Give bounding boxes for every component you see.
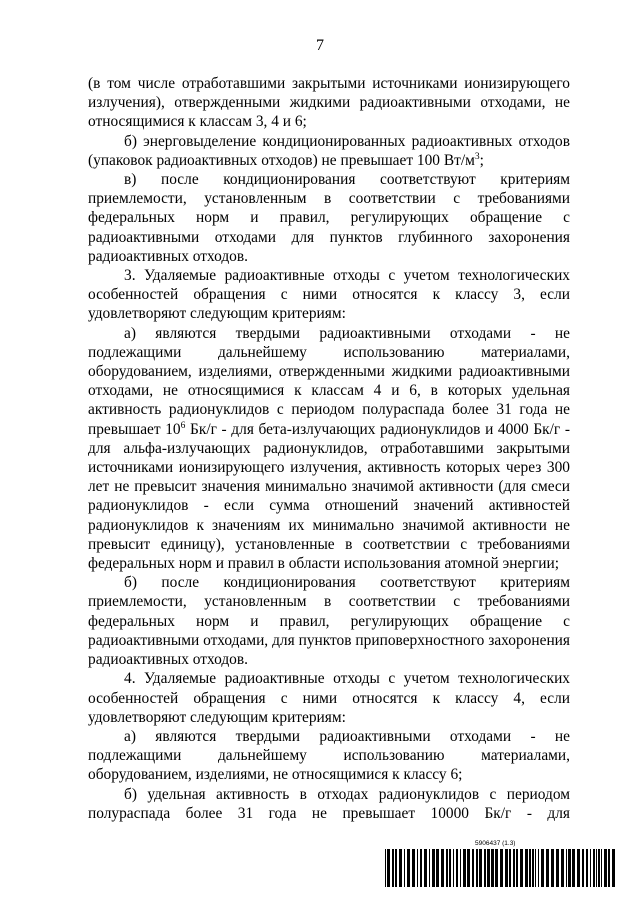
- barcode-bar: [404, 849, 405, 887]
- barcode-bar: [491, 849, 494, 887]
- paragraph-section-4-item-b: б) удельная активность в отходах радионуклидов с периодом полураспада более 31 года не превышает 10000 Бк/г - для: [88, 785, 570, 822]
- barcode-bar: [463, 849, 466, 887]
- barcode-bar: [429, 849, 430, 887]
- barcode-bar: [460, 849, 461, 887]
- paragraph-section-3: 3. Удаляемые радиоактивные отходы с учетом технологических особенностей обращения с ними относятся к классу 3, если удовлетворяют следующим критериям:: [88, 267, 570, 323]
- document-body: [88, 74, 570, 823]
- superscript: 3: [474, 151, 480, 162]
- barcode-bar: [385, 849, 386, 887]
- barcode-bar: [407, 849, 410, 887]
- barcode-bar: [608, 849, 610, 887]
- barcode-bar: [395, 849, 397, 887]
- barcode-bar: [500, 849, 503, 887]
- barcode-bar: [479, 849, 482, 887]
- barcode-bar: [601, 849, 602, 887]
- barcode-bar: [453, 849, 454, 887]
- barcode-bar: [472, 849, 474, 887]
- barcode-bar: [432, 849, 435, 887]
- paragraph-continuation: (в том числе отработавшими закрытыми источниками ионизирующего излучения), отвержденными жидкими радиоактивными отходами, не относящимися к классам 3, 4 и 6;: [88, 75, 570, 131]
- barcode-bar: [604, 849, 607, 887]
- barcode-bar: [387, 849, 390, 887]
- barcode-bar: [467, 849, 470, 887]
- barcode-bar: [446, 849, 448, 887]
- paragraph-text: ;: [479, 151, 484, 169]
- barcode-bar: [586, 849, 588, 887]
- barcode-bar: [436, 849, 439, 887]
- barcode-bar: [535, 849, 536, 887]
- barcode-bar: [561, 849, 564, 887]
- barcode-bar: [546, 849, 549, 887]
- barcode-bar: [532, 849, 534, 887]
- barcode-bar: [556, 849, 559, 887]
- barcode-bar: [392, 849, 394, 887]
- barcode-bar: [476, 849, 478, 887]
- barcode-bar: [582, 849, 584, 887]
- barcode-bar: [572, 849, 575, 887]
- barcode-bar: [509, 849, 511, 887]
- barcode-bar: [598, 849, 600, 887]
- barcode-bar: [520, 849, 523, 887]
- barcode-bar: [538, 849, 539, 887]
- barcode-bar: [456, 849, 458, 887]
- paragraph-item-b-energy: [88, 132, 570, 170]
- paragraph-section-4: 4. Удаляемые радиоактивные отходы с учетом технологических особенностей обращения с ними относятся к классу 4, если удовлетворяют следующим критериям:: [88, 670, 570, 726]
- barcode-bar: [568, 849, 571, 887]
- page-number: 7: [316, 37, 324, 54]
- paragraph-text: а) являются твердыми радиоактивными отходами - не подлежащими дальнейшему использованию материалами, оборудованием, изделиями, отвержденными жидкими радиоактивными отходами, не относящимися к классам 4 и 6, в которых удельная активность радионуклидов с периодом полураспада более 31 года не превышает 10: [88, 324, 570, 438]
- barcode-label: 5906437 (1.3): [475, 840, 516, 847]
- barcode-bar: [566, 849, 567, 887]
- barcode-bar: [420, 849, 422, 887]
- barcode-bar: [593, 849, 595, 887]
- barcode-bar: [525, 849, 528, 887]
- paragraph-section-4-item-a: а) являются твердыми радиоактивными отходами - не подлежащими дальнейшему использованию материалами, оборудованием, изделиями, не относящимися к классу 6;: [88, 727, 570, 784]
- paragraph-section-3-item-b: б) после кондиционирования соответствуют критериям приемлемости, установленным в соответствии с требованиями федеральных норм и правил, регулирующих обращение с радиоактивными отходами, для пунктов приповерхностного захоронения радиоактивных отходов.: [88, 574, 570, 669]
- barcode-bar: [505, 849, 508, 887]
- barcode-bar: [551, 849, 554, 887]
- barcode-bar: [612, 849, 615, 887]
- barcode-bar: [484, 849, 486, 887]
- barcode-bar: [596, 849, 597, 887]
- paragraph-item-v-conditioning: в) после кондиционирования соответствуют критериям приемлемости, установленным в соответствии с требованиями федеральных норм и правил, регулирующих обращение с радиоактивными отходами для пунктов глубинного захоронения радиоактивных отходов.: [88, 171, 570, 265]
- barcode-bar: [541, 849, 544, 887]
- barcode-bar: [449, 849, 451, 887]
- barcode-bar: [424, 849, 427, 887]
- barcode-bar: [487, 849, 490, 887]
- paragraph-text: б) энерговыделение кондиционированных радиоактивных отходов (упаковок радиоактивных отходов) не превышает 100 Вт/м: [88, 132, 570, 169]
- barcode-bar: [412, 849, 415, 887]
- paragraph-section-3-item-a: [88, 324, 570, 574]
- barcode-bar: [513, 849, 515, 887]
- barcode-icon: [385, 849, 615, 887]
- barcode-bar: [516, 849, 518, 887]
- barcode-bar: [417, 849, 418, 887]
- barcode-bar: [399, 849, 402, 887]
- superscript: 6: [180, 420, 186, 431]
- barcode-bar: [590, 849, 591, 887]
- barcode-bar: [577, 849, 580, 887]
- barcode-bar: [495, 849, 498, 887]
- paragraph-text: Бк/г - для бета-излучающих радионуклидов и 4000 Бк/г - для альфа-излучающих радионуклидов, отработавшими закрытыми источниками ионизирующего излучения, активность которых через 300 лет не превысит значения минимально значимой активности (для смеси радионуклидов - если сумма отношений значений активностей радионуклидов к значениям их минимально значимой активности не превысит единицу), установленные в соответствии с требованиями федеральных норм и правил в области использования атомной энергии;: [88, 420, 570, 573]
- barcode-bar: [441, 849, 444, 887]
- barcode-bar: [529, 849, 531, 887]
- barcode: [385, 840, 615, 890]
